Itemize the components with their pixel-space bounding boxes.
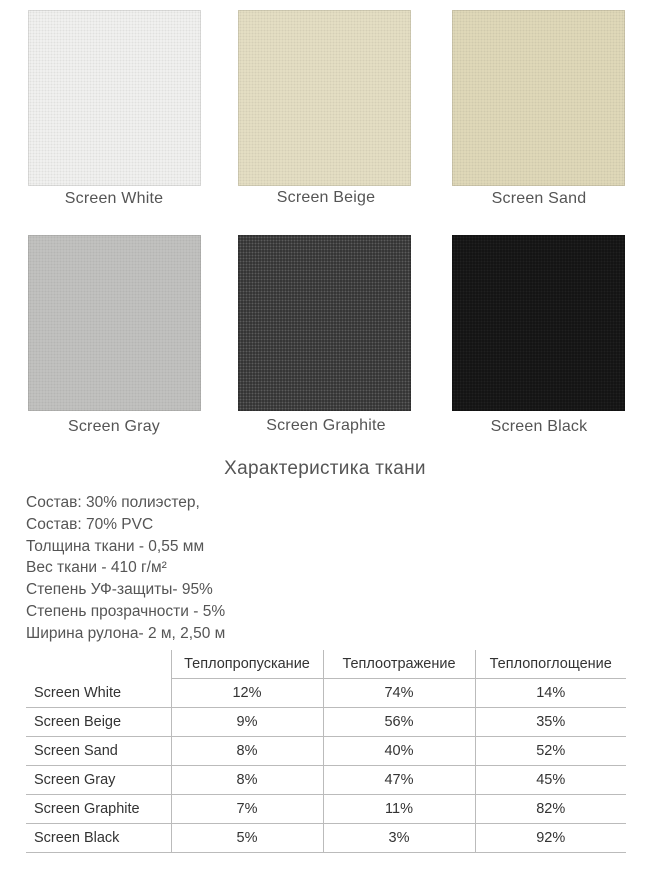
table-cell-fabric: Screen Gray	[26, 766, 171, 795]
table-header-reflection: Теплоотражение	[323, 650, 475, 679]
swatch-screen-beige	[238, 10, 411, 186]
table-cell-reflection: 11%	[323, 795, 475, 824]
table-row	[26, 679, 626, 708]
swatch-screen-black	[452, 235, 625, 411]
table-cell-transmission: 8%	[171, 766, 323, 795]
spec-line: Вес ткани - 410 г/м²	[26, 559, 167, 577]
table-header-absorption: Теплопоглощение	[475, 650, 626, 679]
table-cell-transmission: 7%	[171, 795, 323, 824]
specs-list	[26, 492, 225, 645]
table-row	[26, 795, 626, 824]
table-cell-absorption: 82%	[475, 795, 626, 824]
table-cell-reflection: 40%	[323, 737, 475, 766]
table-cell-reflection: 3%	[323, 824, 475, 853]
swatch-label-screen-gray: Screen Gray	[67, 418, 160, 435]
spec-line: Степень прозрачности - 5%	[26, 602, 226, 620]
thermal-properties-table	[26, 650, 626, 853]
spec-line: Состав: 30% полиэстер,	[26, 494, 200, 511]
swatch-label-screen-graphite: Screen Graphite	[266, 417, 386, 434]
table-cell-absorption: 45%	[475, 766, 626, 795]
table-cell-reflection: 56%	[323, 708, 475, 737]
spec-line: Степень УФ-защиты- 95%	[26, 581, 213, 599]
swatch-screen-white	[28, 10, 201, 186]
table-cell-absorption: 14%	[475, 679, 626, 708]
table-header-empty	[26, 650, 171, 679]
table-cell-fabric: Screen Sand	[26, 737, 171, 766]
section-title: Характеристика ткани	[224, 458, 426, 479]
spec-line: Ширина рулона- 2 м, 2,50 м	[26, 624, 226, 642]
spec-line: Состав: 70% PVC	[26, 515, 154, 533]
swatch-screen-sand	[452, 10, 625, 186]
table-header-transmission: Теплопропускание	[171, 650, 323, 679]
table-cell-transmission: 5%	[171, 824, 323, 853]
spec-line: Толщина ткани - 0,55 мм	[26, 537, 205, 555]
table-cell-absorption: 52%	[475, 737, 626, 766]
swatch-label-screen-sand: Screen Sand	[491, 190, 587, 207]
table-row	[26, 824, 626, 853]
swatch-label-screen-black: Screen Black	[490, 418, 588, 435]
swatch-screen-gray	[28, 235, 201, 411]
table-row	[26, 737, 626, 766]
table-row	[26, 766, 626, 795]
table-cell-transmission: 9%	[171, 708, 323, 737]
table-cell-reflection: 74%	[323, 679, 475, 708]
table-cell-fabric: Screen Beige	[26, 708, 171, 737]
table-cell-transmission: 8%	[171, 737, 323, 766]
swatch-screen-graphite	[238, 235, 411, 411]
table-cell-absorption: 92%	[475, 824, 626, 853]
table-cell-fabric: Screen Graphite	[26, 795, 171, 824]
table-cell-fabric: Screen Black	[26, 824, 171, 853]
table-cell-transmission: 12%	[171, 679, 323, 708]
swatch-label-screen-beige: Screen Beige	[276, 189, 376, 206]
table-header-row	[26, 650, 626, 679]
table-cell-fabric: Screen White	[26, 679, 171, 708]
table-cell-absorption: 35%	[475, 708, 626, 737]
table-row	[26, 708, 626, 737]
table-cell-reflection: 47%	[323, 766, 475, 795]
swatch-label-screen-white: Screen White	[64, 190, 164, 207]
